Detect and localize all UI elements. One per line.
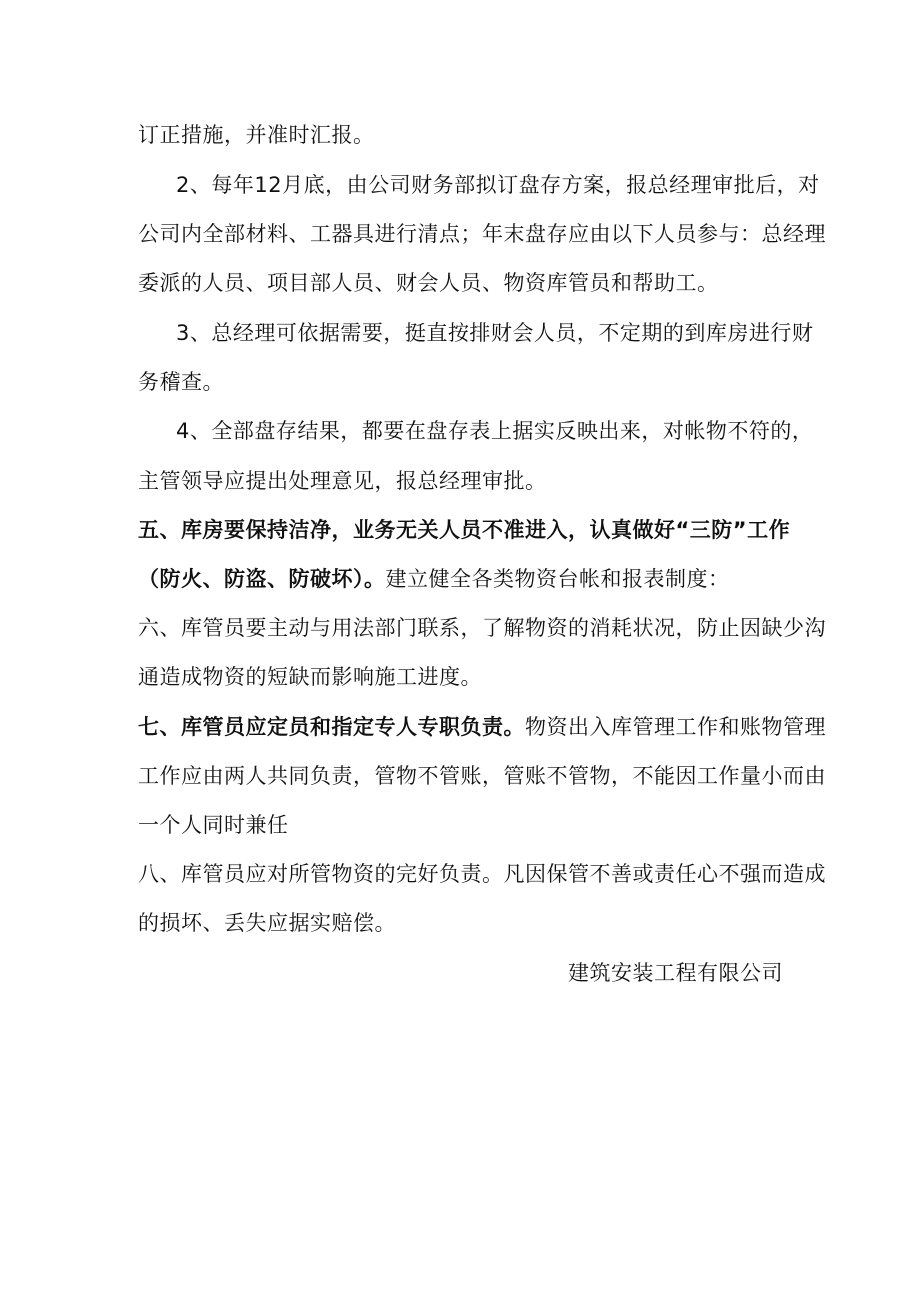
paragraph-2-line-3: 委派的人员、项目部人员、财会人员、物资库管员和帮助工。 (138, 271, 719, 295)
paragraph-2-line-2: 公司内全部材料、工器具进行清点；年末盘存应由以下人员参与：总经理 (138, 222, 826, 246)
paragraph-7-line-2: 工作应由两人共同负责，管物不管账，管账不管物，不能因工作量小而由 (138, 764, 826, 788)
paragraph-6-line-2: 通造成物资的短缺而影响施工进度。 (138, 665, 482, 689)
paragraph-6-line-1: 六、库管员要主动与用法部门联系，了解物资的消耗状况，防止因缺少沟 (138, 616, 826, 640)
paragraph-7-line-3: 一个人同时兼任 (138, 813, 289, 837)
paragraph-4-line-2: 主管领导应提出处理意见，报总经理审批。 (138, 469, 547, 493)
company-signature: 建筑安装工程有限公司 (568, 961, 783, 985)
paragraph-8-line-2: 的损坏、丢失应据实赔偿。 (138, 911, 396, 935)
paragraph-4-line-1: 4、全部盘存结果，都要在盘存表上据实反映出来，对帐物不符的， (176, 419, 814, 443)
paragraph-5-line-2 (138, 564, 730, 594)
paragraph-3-line-1: 3、总经理可依据需要，挺直按排财会人员，不定期的到库房进行财 (176, 321, 814, 345)
paragraph-1-line-1: 订正措施，并准时汇报。 (138, 123, 375, 147)
paragraph-7-line-1 (138, 712, 826, 742)
paragraph-5-heading-cont: （防火、防盗、防破坏）。 (138, 567, 386, 591)
paragraph-5-line-1 (138, 515, 791, 545)
paragraph-7-body: 物资出入库管理工作和账物管理 (525, 715, 826, 739)
paragraph-7-heading: 七、库管员应定员和指定专人专职负责。 (138, 715, 525, 739)
paragraph-3-line-2: 务稽查。 (138, 370, 224, 394)
paragraph-5-heading: 五、库房要保持洁净，业务无关人员不准进入，认真做好“三防”工作 (138, 518, 791, 542)
paragraph-8-line-1: 八、库管员应对所管物资的完好负责。凡因保管不善或责任心不强而造成 (138, 862, 826, 886)
paragraph-2-line-1: 2、每年12月底，由公司财务部拟订盘存方案，报总经理审批后，对 (176, 173, 820, 197)
paragraph-5-body: 建立健全各类物资台帐和报表制度： (385, 567, 730, 591)
